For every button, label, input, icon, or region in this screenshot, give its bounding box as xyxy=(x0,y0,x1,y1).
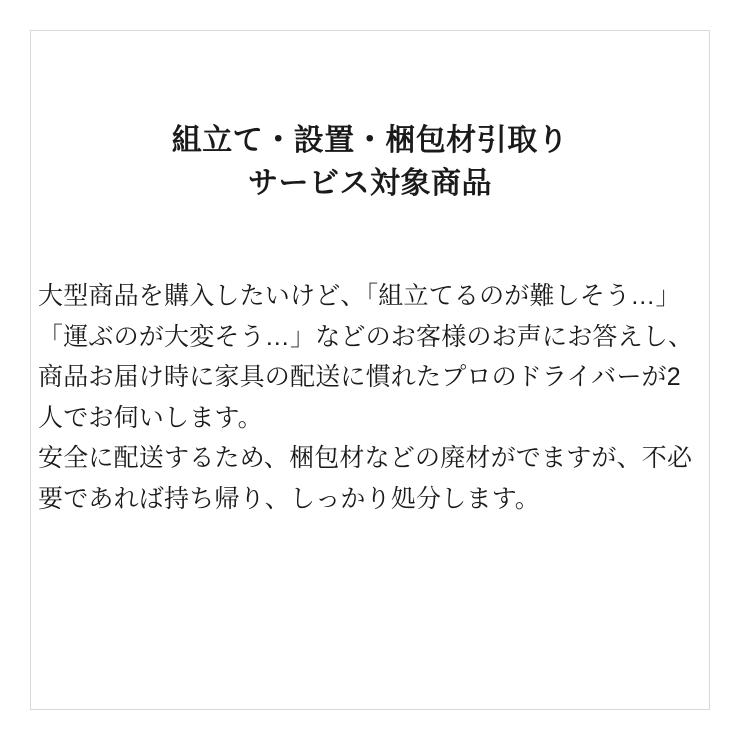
body-paragraph-1: 大型商品を購入したいけど、「組立てるのが難しそう…」「運ぶのが大変そう…」などのお客様のお声にお答えし、商品お届け時に家具の配送に慣れたプロのドライバーが2人でお伺いします。 xyxy=(38,282,694,432)
document-content xyxy=(36,0,704,740)
body-paragraph-2: 安全に配送するため、梱包材などの廃材がでますが、不必要であれば持ち帰り、しっかり処分します。 xyxy=(38,444,693,513)
page-title xyxy=(36,120,704,205)
body-text xyxy=(38,276,702,519)
page-title-line-1: 組立て・設置・梱包材引取り xyxy=(171,124,569,157)
page-title-line-2: サービス対象商品 xyxy=(248,166,492,200)
